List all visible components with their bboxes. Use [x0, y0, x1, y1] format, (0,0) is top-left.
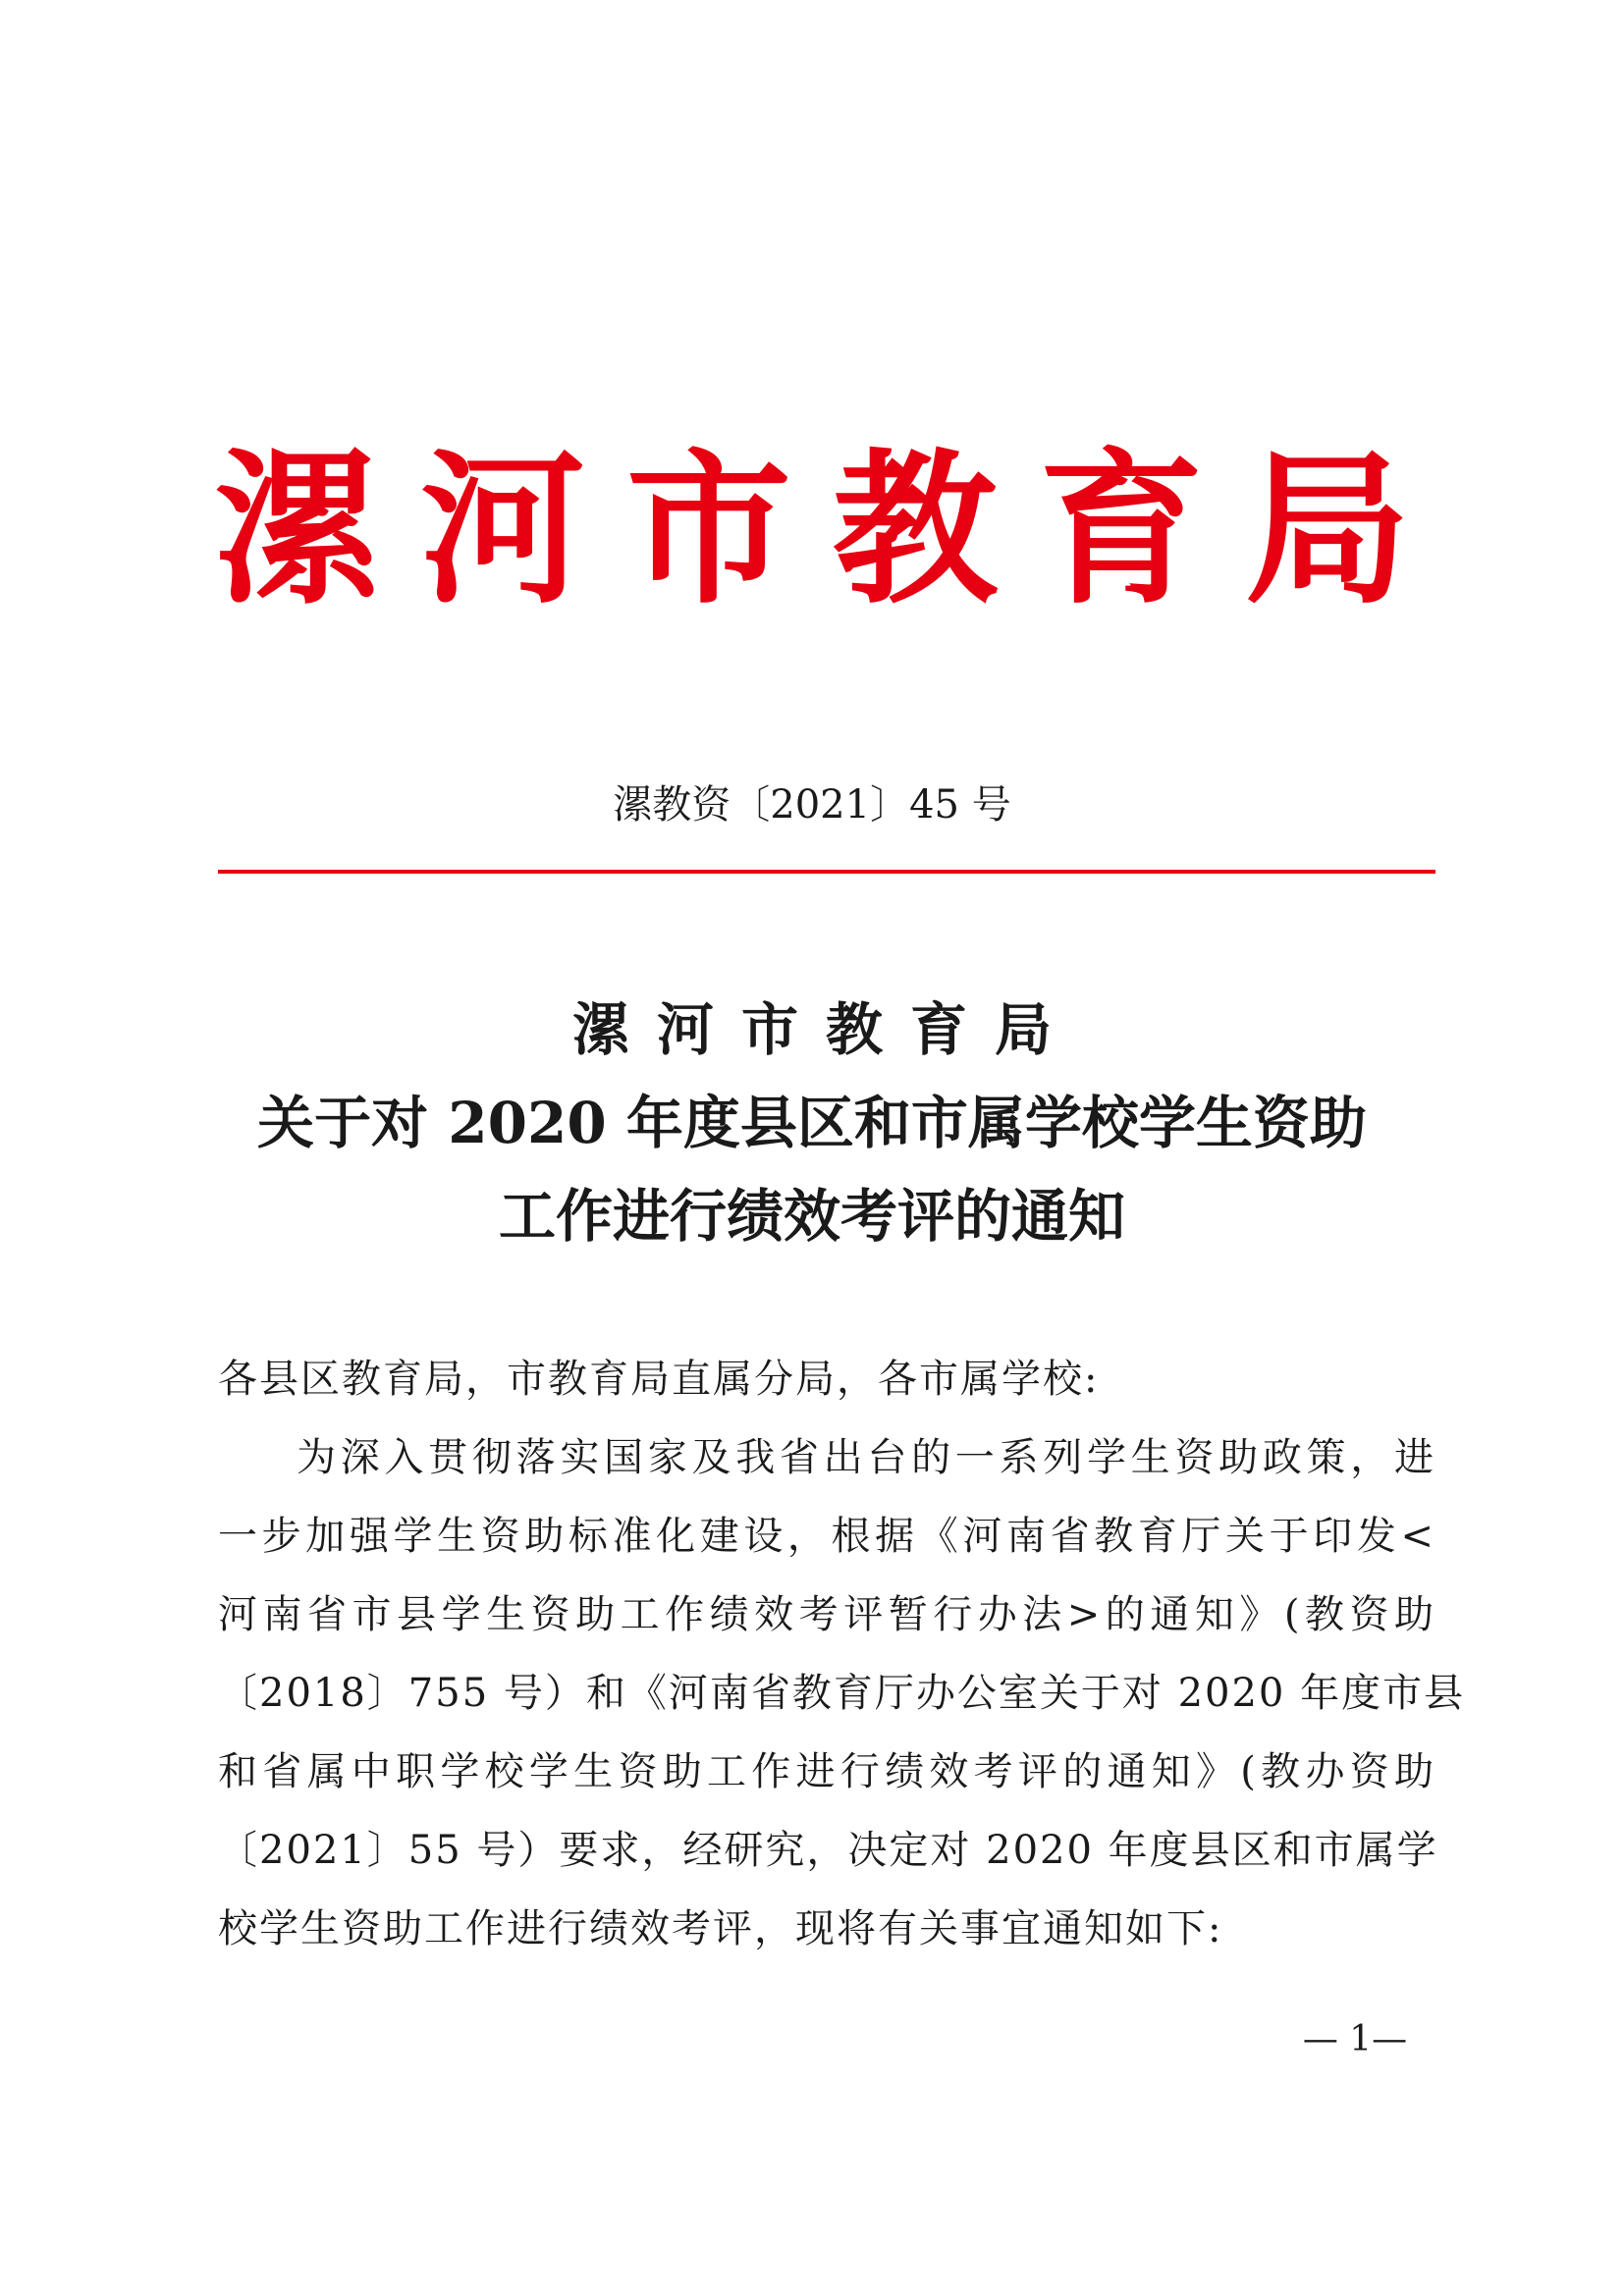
document-number: 漯教资〔2021〕45 号: [613, 782, 1011, 828]
masthead-org-name: 漯河市教育局: [214, 432, 1451, 626]
paragraph-line: 一步加强学生资助标准化建设，根据《河南省教育厅关于印发<: [218, 1514, 1435, 1559]
red-divider-line: [218, 870, 1435, 874]
page-number: — 1—: [1302, 2019, 1408, 2059]
paragraph-line: 〔2018〕755 号）和《河南省教育厅办公室关于对 2020 年度市县: [218, 1671, 1466, 1716]
paragraph-line: 〔2021〕55 号）要求，经研究，决定对 2020 年度县区和市属学: [218, 1828, 1438, 1873]
paragraph-line: 和省属中职学校学生资助工作进行绩效考评的通知》(教办资助: [218, 1749, 1435, 1794]
paragraph-line: 河南省市县学生资助工作绩效考评暂行办法>的通知》(教资助: [218, 1592, 1435, 1637]
title-line-3: 工作进行绩效考评的通知: [498, 1183, 1125, 1250]
title-line-1: 漯河市教育局: [571, 996, 1079, 1063]
paragraph-line: 为深入贯彻落实国家及我省出台的一系列学生资助政策，进: [297, 1435, 1435, 1480]
salutation: 各县区教育局，市教育局直属分局，各市属学校:: [218, 1357, 1100, 1402]
paragraph-line: 校学生资助工作进行绩效考评，现将有关事宜通知如下:: [218, 1906, 1223, 1951]
title-line-2: 关于对 2020 年度县区和市属学校学生资助: [257, 1090, 1367, 1156]
